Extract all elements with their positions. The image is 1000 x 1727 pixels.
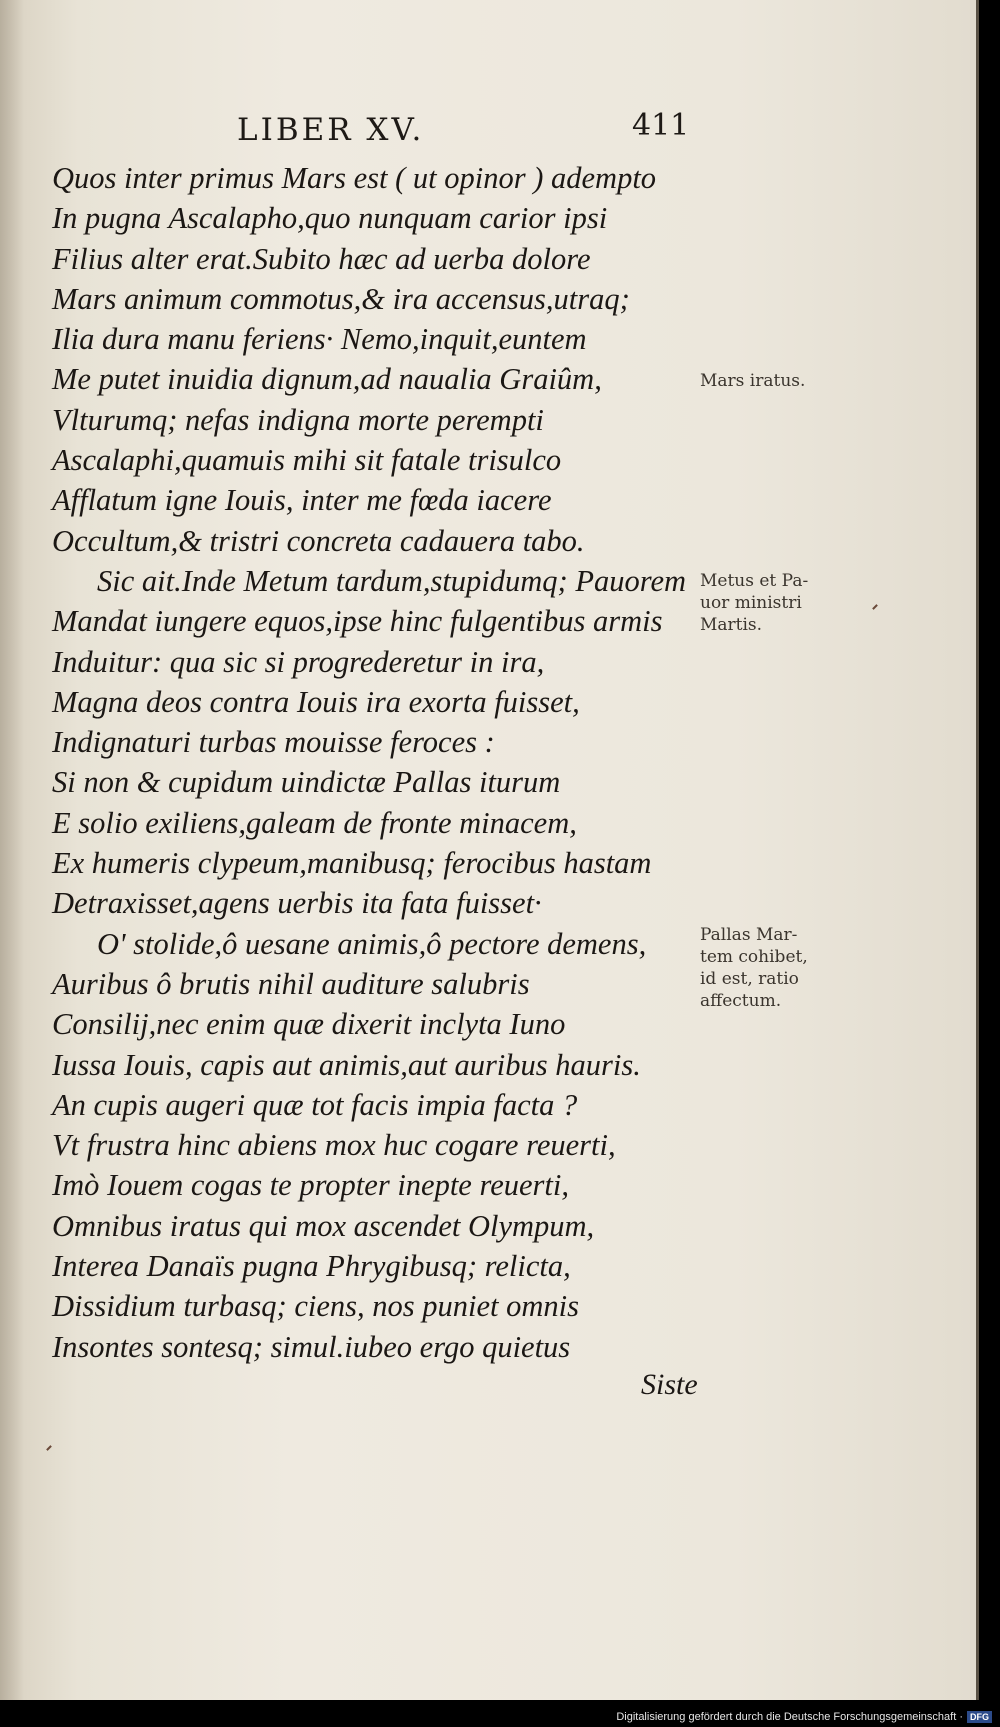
verse-text bbox=[52, 158, 692, 1367]
verse-line: Afflatum igne Iouis, inter me fœda iacere bbox=[52, 483, 552, 518]
dfg-logo: DFG bbox=[967, 1711, 992, 1723]
digitization-credit bbox=[616, 1711, 992, 1723]
verse-line: In pugna Ascalapho,quo nunquam carior ipsi bbox=[52, 201, 608, 236]
verse-line: Si non & cupidum uindictæ Pallas iturum bbox=[52, 765, 561, 800]
side-note-pallas bbox=[700, 924, 808, 1012]
verse-line: O' stolide,ô uesane animis,ô pectore demens, bbox=[97, 926, 647, 961]
verse-line: Filius alter erat.Subito hæc ad uerba dolore bbox=[52, 241, 591, 276]
verse-line: Induitur: qua sic si progrederetur in ira, bbox=[52, 644, 545, 679]
side-note-line: Pallas Mar- bbox=[700, 925, 798, 945]
ink-mark bbox=[46, 1445, 52, 1451]
side-note-line: uor ministri bbox=[700, 593, 802, 613]
verse-line: Dissidium turbasq; ciens, nos puniet omnis bbox=[52, 1289, 579, 1324]
verse-line: Vt frustra hinc abiens mox huc cogare reuerti, bbox=[52, 1128, 616, 1163]
verse-line: Auribus ô brutis nihil auditure salubris bbox=[52, 966, 530, 1001]
verse-line: Iussa Iouis, capis aut animis,aut auribus hauris. bbox=[52, 1047, 641, 1082]
verse-line: Insontes sontesq; simul.iubeo ergo quietus bbox=[52, 1329, 571, 1364]
verse-line: Ex humeris clypeum,manibusq; ferocibus hastam bbox=[52, 846, 652, 881]
catchword: Siste bbox=[641, 1368, 698, 1401]
running-title: LIBER XV. bbox=[237, 112, 425, 148]
verse-line: An cupis augeri quæ tot facis impia facta ? bbox=[52, 1087, 578, 1122]
verse-line: Vlturumq; nefas indigna morte perempti bbox=[52, 402, 544, 437]
verse-line: Indignaturi turbas mouisse feroces : bbox=[52, 725, 495, 760]
credit-text: Digitalisierung gefördert durch die Deutsche Forschungsgemeinschaft · bbox=[616, 1710, 963, 1723]
verse-line: Imò Iouem cogas te propter inepte reuerti, bbox=[52, 1168, 569, 1203]
side-note-metus-pauor bbox=[700, 570, 808, 636]
verse-line: Me putet inuidia dignum,ad naualia Graiûm, bbox=[52, 362, 602, 397]
verse-line: Omnibus iratus qui mox ascendet Olympum, bbox=[52, 1208, 595, 1243]
verse-line: Occultum,& tristri concreta cadauera tabo. bbox=[52, 523, 585, 558]
page-number: 411 bbox=[632, 108, 690, 143]
side-note-line: tem cohibet, bbox=[700, 947, 808, 967]
verse-line: Interea Danaïs pugna Phrygibusq; relicta, bbox=[52, 1249, 571, 1284]
side-note-line: id est, ratio bbox=[700, 969, 799, 989]
side-note-line: Metus et Pa- bbox=[700, 571, 809, 591]
ink-mark bbox=[872, 604, 878, 610]
side-note-line: Martis. bbox=[700, 615, 763, 635]
side-note-mars-iratus bbox=[700, 370, 805, 392]
verse-line: Ilia dura manu feriens· Nemo,inquit,euntem bbox=[52, 322, 587, 357]
side-note-line: affectum. bbox=[700, 991, 782, 1011]
verse-line: Ascalaphi,quamuis mihi sit fatale trisulco bbox=[52, 443, 562, 478]
verse-line: Sic ait.Inde Metum tardum,stupidumq; Pauorem bbox=[97, 563, 687, 598]
verse-line: Quos inter primus Mars est ( ut opinor ) adempto bbox=[52, 161, 657, 195]
verse-line: E solio exiliens,galeam de fronte minacem, bbox=[52, 805, 577, 840]
verse-line: Mars animum commotus,& ira accensus,utraq; bbox=[52, 281, 630, 316]
side-note-line: Mars iratus. bbox=[700, 371, 806, 391]
verse-line: Mandat iungere equos,ipse hinc fulgentibus armis bbox=[52, 604, 663, 639]
verse-line: Magna deos contra Iouis ira exorta fuisset, bbox=[52, 684, 580, 719]
verse-line: Detraxisset,agens uerbis ita fata fuisset· bbox=[52, 886, 542, 921]
verse-line: Consilij,nec enim quæ dixerit inclyta Iuno bbox=[52, 1007, 566, 1042]
